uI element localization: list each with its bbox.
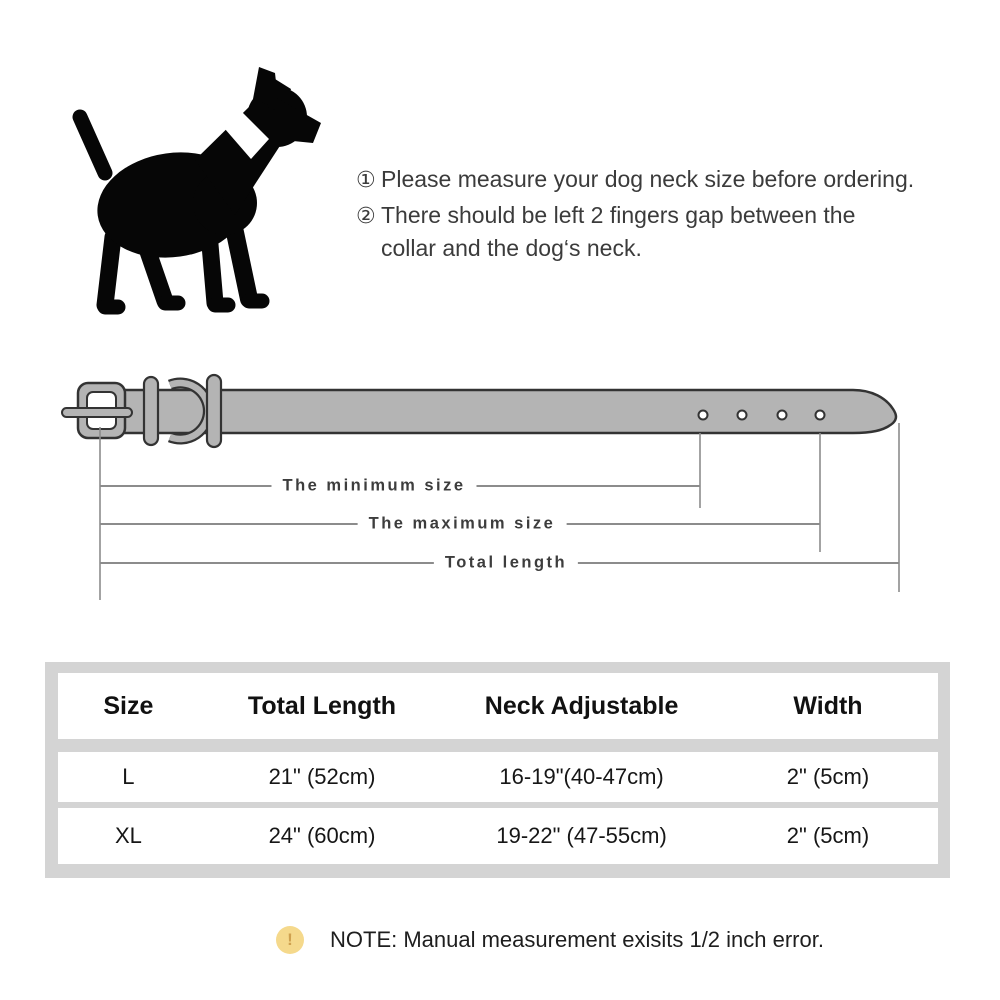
maximum-size-label: The maximum size: [358, 515, 567, 534]
keeper-loop-2: [207, 375, 221, 447]
table-row: [58, 808, 938, 864]
row-xl-total-length: 24" (60cm): [268, 823, 376, 848]
row-xl-size: XL: [114, 823, 142, 848]
keeper-loop-1: [144, 377, 158, 445]
size-table-header: [58, 673, 938, 739]
total-length-label: Total length: [434, 554, 578, 573]
header-total-length: Total Length: [247, 691, 397, 720]
measurement-lines: [100, 423, 899, 600]
note-text: NOTE: Manual measurement exisits 1/2 inch error.: [330, 927, 824, 952]
instruction-2-text: There should be left 2 fingers gap between the collar and the dog‘s neck.: [381, 202, 856, 261]
instruction-1-number: ①: [356, 167, 376, 192]
row-xl-width: 2" (5cm): [786, 823, 870, 848]
row-l-size: L: [122, 764, 135, 789]
instruction-1-text: Please measure your dog neck size before ordering.: [381, 166, 915, 192]
dog-silhouette-image: [55, 64, 335, 316]
size-table: [45, 662, 950, 878]
buckle-pin: [62, 408, 132, 417]
instruction-1: [356, 163, 956, 196]
ordering-instructions: [356, 163, 956, 268]
exclamation-icon: !: [276, 926, 304, 954]
measurement-note: [276, 926, 824, 954]
row-l-total-length: 21" (52cm): [268, 764, 376, 789]
instruction-2-number: ②: [356, 203, 376, 228]
row-l-neck: 16-19"(40-47cm): [499, 764, 664, 789]
row-l-width: 2" (5cm): [786, 764, 870, 789]
header-width: Width: [793, 691, 863, 720]
minimum-size-label: The minimum size: [271, 477, 476, 496]
instruction-2: [356, 199, 956, 265]
header-size: Size: [103, 691, 154, 720]
row-xl-neck: 19-22" (47-55cm): [496, 823, 667, 848]
table-row: [58, 752, 938, 802]
header-neck-adjustable: Neck Adjustable: [484, 691, 679, 720]
